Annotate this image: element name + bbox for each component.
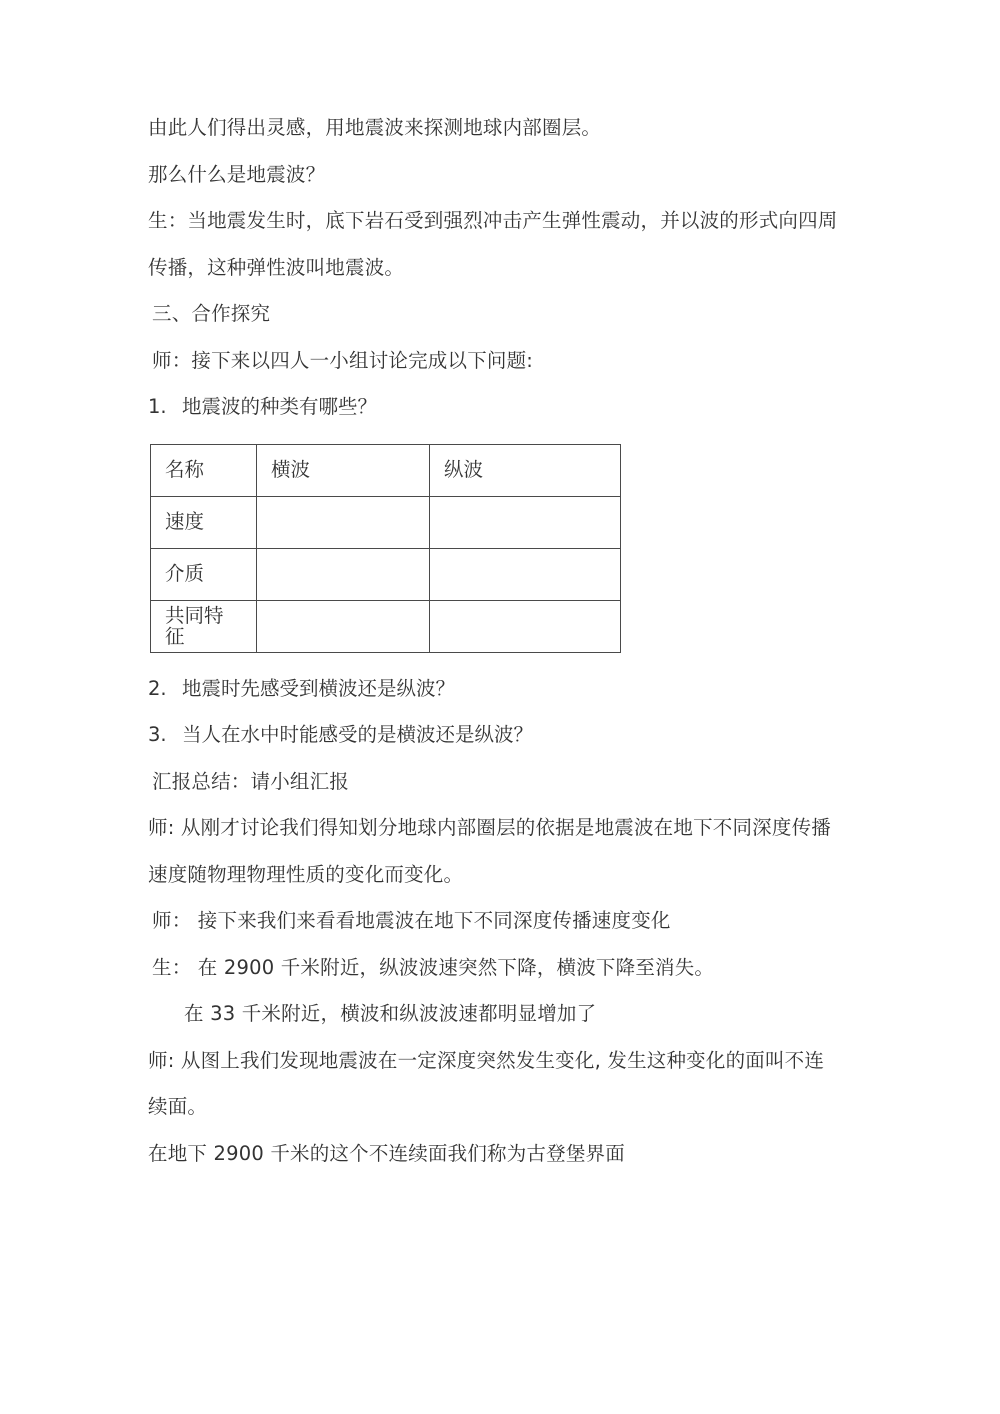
line-inspiration: 由此人们得出灵感，用地震波来探测地球内部圈层。	[148, 116, 602, 139]
table-cell-row3-longitudinal[interactable]	[430, 600, 621, 652]
table-cell-row0-label: 名称	[151, 444, 257, 496]
paragraph-gutenberg-discontinuity	[148, 1141, 852, 1165]
paragraph-student-depth-2900	[148, 955, 852, 1025]
table-cell-row0-longitudinal: 纵波	[430, 444, 621, 496]
question-3-text: 当人在水中时能感受的是横波还是纵波？	[182, 723, 534, 746]
paragraph-teacher-next-look	[148, 911, 852, 931]
table-cell-row1-transverse[interactable]	[257, 496, 430, 548]
table-cell-row2-longitudinal[interactable]	[430, 548, 621, 600]
question-1-number: 1.	[148, 395, 167, 418]
question-1-text: 地震波的种类有哪些？	[182, 395, 378, 418]
line-teacher-next-look: 师： 接下来我们来看看地震波在地下不同深度传播速度变化	[152, 909, 671, 932]
line-gutenberg-discontinuity: 在地下 2900 千米的这个不连续面我们称为古登堡界面	[148, 1141, 625, 1165]
line-teacher-discontinuity-part1: 师: 从图上我们发现地震波在一定深度突然发生变化, 发生这种变化的面叫不连	[148, 1048, 825, 1072]
heading-text: 三、合作探究	[152, 302, 271, 325]
table-cell-row0-transverse: 横波	[257, 444, 430, 496]
table-cell-row2-transverse[interactable]	[257, 548, 430, 600]
question-3-row	[148, 725, 852, 745]
paragraph-teacher-basis	[148, 818, 852, 884]
document-body	[148, 118, 852, 1163]
line-teacher-basis-part1: 师: 从刚才讨论我们得知划分地球内部圈层的依据是地震波在地下不同深度传播	[148, 816, 831, 839]
table-cell-row2-label: 介质	[151, 548, 257, 600]
table-row	[151, 548, 621, 600]
question-item-3	[148, 725, 852, 745]
question-item-1	[148, 397, 852, 417]
table-cell-row1-label: 速度	[151, 496, 257, 548]
line-report-summary: 汇报总结：请小组汇报	[152, 769, 350, 793]
line-teacher-group-prompt: 师：接下来以四人一小组讨论完成以下问题:	[152, 348, 534, 372]
line-student-depth-2900: 生： 在 2900 千米附近，纵波波速突然下降，横波下降至消失。	[152, 955, 715, 979]
table-row	[151, 444, 621, 496]
section-heading-cooperative-inquiry	[148, 304, 852, 324]
question-2-number: 2.	[148, 676, 167, 700]
paragraph-teacher-group-discussion	[148, 348, 852, 372]
question-item-2	[148, 676, 852, 700]
line-student-answer-part2: 传播，这种弹性波叫地震波。	[148, 255, 405, 279]
table-row	[151, 600, 621, 652]
line-teacher-discontinuity-part2: 续面。	[148, 1095, 208, 1118]
line-student-depth-33: 在 33 千米附近，横波和纵波波速都明显增加了	[184, 1002, 597, 1025]
seismic-wave-comparison-table	[150, 444, 621, 653]
paragraph-report-summary	[148, 769, 852, 793]
line-teacher-basis-part2: 速度随物理物理性质的变化而变化。	[148, 862, 464, 886]
question-3-number: 3.	[148, 723, 167, 746]
table-cell-row1-longitudinal[interactable]	[430, 496, 621, 548]
question-1-row	[148, 397, 852, 417]
table-cell-row3-transverse[interactable]	[257, 600, 430, 652]
table-cell-row3-label: 共同特征	[151, 600, 257, 652]
paragraph-student-answer	[148, 211, 852, 277]
table-row	[151, 496, 621, 548]
line-what-is-seismic-wave: 那么什么是地震波？	[148, 162, 326, 186]
paragraph-intro	[148, 118, 852, 138]
paragraph-question-what-is	[148, 162, 852, 186]
question-2-text: 地震时先感受到横波还是纵波？	[182, 676, 456, 700]
question-2-row	[148, 676, 852, 700]
line-student-answer-part1: 生：当地震发生时，底下岩石受到强烈冲击产生弹性震动，并以波的形式向四周	[148, 209, 838, 232]
paragraph-teacher-discontinuity	[148, 1048, 852, 1118]
